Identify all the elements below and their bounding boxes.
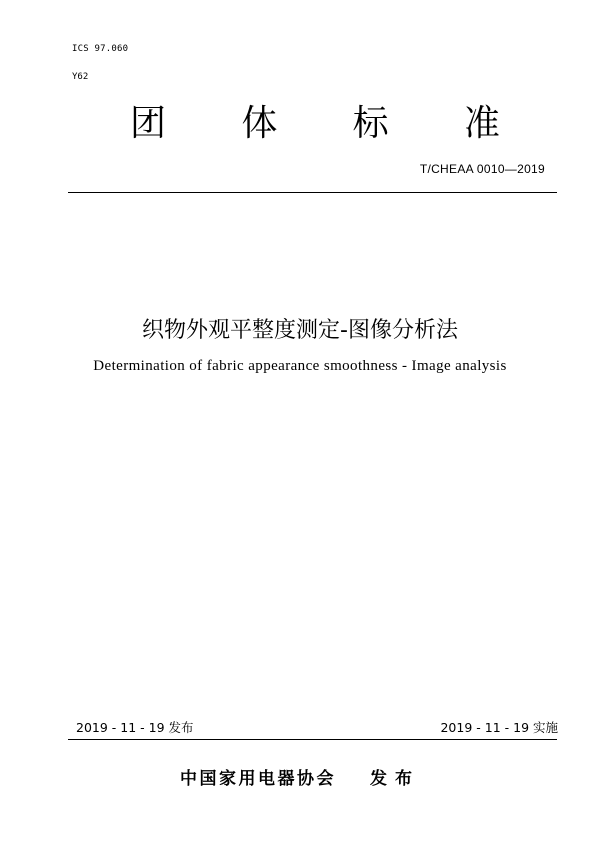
standard-type-char: 团 xyxy=(130,103,167,144)
header-divider xyxy=(68,192,557,193)
issuer-line xyxy=(0,764,600,789)
issuer-action: 发布 xyxy=(370,769,420,789)
issuer-name: 中国家用电器协会 xyxy=(180,769,336,789)
ics-code: ICS 97.060 xyxy=(72,44,129,54)
standard-type-heading xyxy=(130,100,500,148)
footer-divider xyxy=(68,739,557,740)
implementation-date: 2019 - 11 - 19 实施 xyxy=(440,720,558,735)
chinese-title: 织物外观平整度测定-图像分析法 xyxy=(142,318,458,343)
english-title: Determination of fabric appearance smoothness - Image analysis xyxy=(93,358,507,374)
ccs-code: Y62 xyxy=(72,72,89,82)
standard-type-char: 体 xyxy=(241,103,278,144)
standard-type-char: 标 xyxy=(352,103,389,144)
standard-number: T/CHEAA 0010—2019 xyxy=(419,162,545,176)
standard-type-char: 准 xyxy=(463,103,500,144)
issue-date: 2019 - 11 - 19 发布 xyxy=(76,720,194,735)
